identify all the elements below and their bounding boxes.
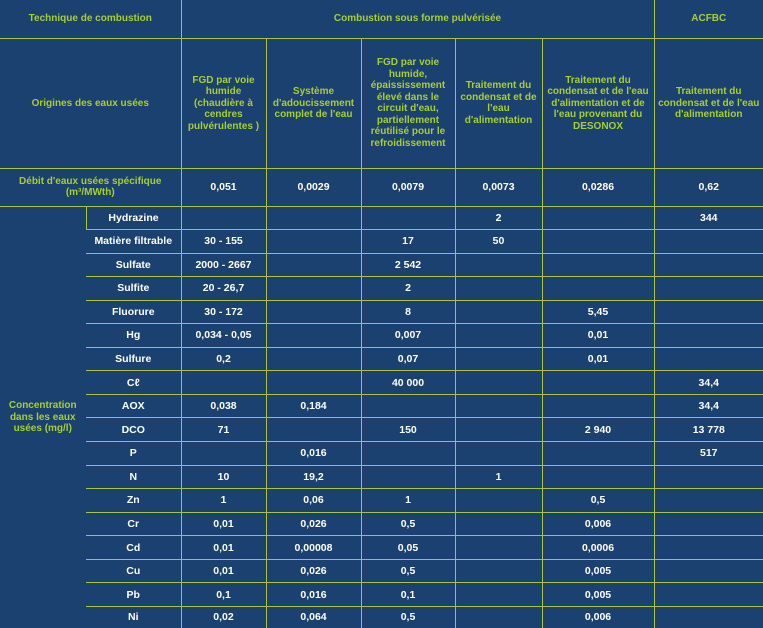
parameter-name: Cu (86, 559, 181, 583)
flow-value: 0,0079 (361, 168, 455, 207)
table-row (0, 583, 763, 607)
table-row (0, 253, 763, 277)
value-cell: 13 778 (654, 418, 763, 442)
value-cell: 0,00008 (266, 536, 361, 560)
value-cell (542, 207, 654, 230)
parameter-name: Fluorure (86, 300, 181, 324)
value-cell: 19,2 (266, 465, 361, 489)
flow-row (0, 168, 763, 207)
table-row (0, 489, 763, 513)
value-cell: 2 542 (361, 253, 455, 277)
value-cell (455, 606, 542, 628)
value-cell (654, 465, 763, 489)
value-cell (542, 229, 654, 253)
table-row (0, 465, 763, 489)
parameter-name: Hg (86, 324, 181, 348)
value-cell: 17 (361, 229, 455, 253)
value-cell: 0,02 (181, 606, 266, 628)
value-cell (542, 442, 654, 466)
value-cell: 0,005 (542, 559, 654, 583)
parameter-name: Ni (86, 606, 181, 628)
flow-value: 0,62 (654, 168, 763, 207)
parameter-name: Sulfure (86, 347, 181, 371)
parameter-name: Matière filtrable (86, 229, 181, 253)
value-cell (181, 371, 266, 395)
value-cell: 5,45 (542, 300, 654, 324)
value-cell (542, 277, 654, 301)
table-row (0, 324, 763, 348)
header-row-2 (0, 39, 763, 168)
flow-label: Débit d'eaux usées spécifique (m³/MWth) (0, 168, 181, 207)
table-row (0, 559, 763, 583)
value-cell (455, 536, 542, 560)
value-cell: 0,038 (181, 394, 266, 418)
value-cell (361, 465, 455, 489)
table-row (0, 442, 763, 466)
column-header: Traitement du condensat et de l'eau d'alimentation (654, 39, 763, 168)
value-cell (455, 559, 542, 583)
technique-header: Technique de combustion (0, 0, 181, 39)
value-cell (266, 324, 361, 348)
acfbc-header: ACFBC (654, 0, 763, 39)
value-cell (654, 253, 763, 277)
parameter-name: Cℓ (86, 371, 181, 395)
value-cell: 34,4 (654, 371, 763, 395)
value-cell (455, 442, 542, 466)
value-cell: 0,5 (542, 489, 654, 513)
value-cell (455, 489, 542, 513)
table-row (0, 207, 763, 230)
table-row (0, 536, 763, 560)
value-cell (654, 347, 763, 371)
column-header: Traitement du condensat et de l'eau d'alimentation (455, 39, 542, 168)
value-cell (654, 324, 763, 348)
value-cell (266, 229, 361, 253)
value-cell (266, 347, 361, 371)
value-cell (654, 229, 763, 253)
table-row (0, 418, 763, 442)
value-cell: 2 (455, 207, 542, 230)
value-cell (654, 583, 763, 607)
parameter-name: Hydrazine (86, 207, 181, 230)
value-cell: 0,2 (181, 347, 266, 371)
column-header: FGD par voie humide (chaudière à cendres pulvérulentes ) (181, 39, 266, 168)
value-cell (455, 394, 542, 418)
value-cell (455, 418, 542, 442)
flow-value: 0,0286 (542, 168, 654, 207)
value-cell: 0,07 (361, 347, 455, 371)
value-cell (654, 512, 763, 536)
value-cell: 0,5 (361, 512, 455, 536)
value-cell: 344 (654, 207, 763, 230)
value-cell (361, 394, 455, 418)
value-cell (181, 442, 266, 466)
value-cell: 34,4 (654, 394, 763, 418)
parameter-name: P (86, 442, 181, 466)
value-cell: 0,184 (266, 394, 361, 418)
table-row (0, 394, 763, 418)
header-row-1 (0, 0, 763, 39)
parameter-name: Cr (86, 512, 181, 536)
value-cell (542, 394, 654, 418)
value-cell: 0,5 (361, 559, 455, 583)
value-cell: 0,1 (181, 583, 266, 607)
value-cell: 71 (181, 418, 266, 442)
pulverised-header: Combustion sous forme pulvérisée (181, 0, 654, 39)
parameter-name: N (86, 465, 181, 489)
table-row (0, 347, 763, 371)
value-cell: 2 (361, 277, 455, 301)
value-cell (266, 300, 361, 324)
value-cell: 30 - 172 (181, 300, 266, 324)
value-cell (455, 512, 542, 536)
parameter-name: Zn (86, 489, 181, 513)
value-cell: 2 940 (542, 418, 654, 442)
value-cell (181, 207, 266, 230)
value-cell (266, 207, 361, 230)
table-row (0, 512, 763, 536)
concentration-label: Concentration dans les eaux usées (mg/l) (8, 400, 77, 435)
parameter-name: Pb (86, 583, 181, 607)
value-cell (654, 536, 763, 560)
origin-header: Origines des eaux usées (0, 39, 181, 168)
table-row (0, 277, 763, 301)
value-cell (266, 277, 361, 301)
flow-value: 0,051 (181, 168, 266, 207)
value-cell: 0,5 (361, 606, 455, 628)
value-cell (654, 489, 763, 513)
value-cell: 1 (361, 489, 455, 513)
value-cell (266, 371, 361, 395)
value-cell (361, 442, 455, 466)
value-cell (455, 253, 542, 277)
value-cell: 0,064 (266, 606, 361, 628)
value-cell: 0,06 (266, 489, 361, 513)
value-cell (654, 606, 763, 628)
parameter-name: AOX (86, 394, 181, 418)
value-cell (455, 583, 542, 607)
value-cell: 0,01 (542, 324, 654, 348)
value-cell: 0,006 (542, 512, 654, 536)
value-cell: 8 (361, 300, 455, 324)
value-cell: 517 (654, 442, 763, 466)
value-cell: 0,016 (266, 442, 361, 466)
value-cell (654, 300, 763, 324)
value-cell (455, 277, 542, 301)
value-cell: 0,034 - 0,05 (181, 324, 266, 348)
value-cell: 0,0006 (542, 536, 654, 560)
value-cell: 0,01 (181, 536, 266, 560)
value-cell (542, 465, 654, 489)
value-cell (542, 253, 654, 277)
parameter-name: DCO (86, 418, 181, 442)
value-cell: 1 (455, 465, 542, 489)
value-cell (455, 371, 542, 395)
value-cell: 0,026 (266, 512, 361, 536)
value-cell: 10 (181, 465, 266, 489)
value-cell (654, 277, 763, 301)
table-row (0, 300, 763, 324)
table-row (0, 229, 763, 253)
value-cell: 0,05 (361, 536, 455, 560)
value-cell: 0,01 (542, 347, 654, 371)
parameter-name: Sulfate (86, 253, 181, 277)
parameter-name: Sulfite (86, 277, 181, 301)
parameter-name: Cd (86, 536, 181, 560)
value-cell (654, 559, 763, 583)
value-cell: 0,006 (542, 606, 654, 628)
value-cell (266, 253, 361, 277)
value-cell: 150 (361, 418, 455, 442)
column-header: Traitement du condensat et de l'eau d'alimentation et de l'eau provenant du DESONOX (542, 39, 654, 168)
value-cell: 0,016 (266, 583, 361, 607)
table-row (0, 606, 763, 628)
column-header: Système d'adoucissement complet de l'eau (266, 39, 361, 168)
value-cell: 0,01 (181, 559, 266, 583)
value-cell (266, 418, 361, 442)
value-cell (361, 207, 455, 230)
value-cell: 2000 - 2667 (181, 253, 266, 277)
value-cell: 0,007 (361, 324, 455, 348)
value-cell (455, 347, 542, 371)
value-cell: 0,1 (361, 583, 455, 607)
value-cell (455, 324, 542, 348)
flow-value: 0,0029 (266, 168, 361, 207)
column-header: FGD par voie humide, épaississement élevé dans le circuit d'eau, partiellement réutilisé pour le refroidissement (361, 39, 455, 168)
value-cell: 1 (181, 489, 266, 513)
value-cell: 0,026 (266, 559, 361, 583)
table-row (0, 371, 763, 395)
flow-value: 0,0073 (455, 168, 542, 207)
value-cell: 0,01 (181, 512, 266, 536)
value-cell: 50 (455, 229, 542, 253)
value-cell (542, 371, 654, 395)
value-cell (455, 300, 542, 324)
value-cell: 20 - 26,7 (181, 277, 266, 301)
value-cell: 40 000 (361, 371, 455, 395)
value-cell: 30 - 155 (181, 229, 266, 253)
value-cell: 0,005 (542, 583, 654, 607)
